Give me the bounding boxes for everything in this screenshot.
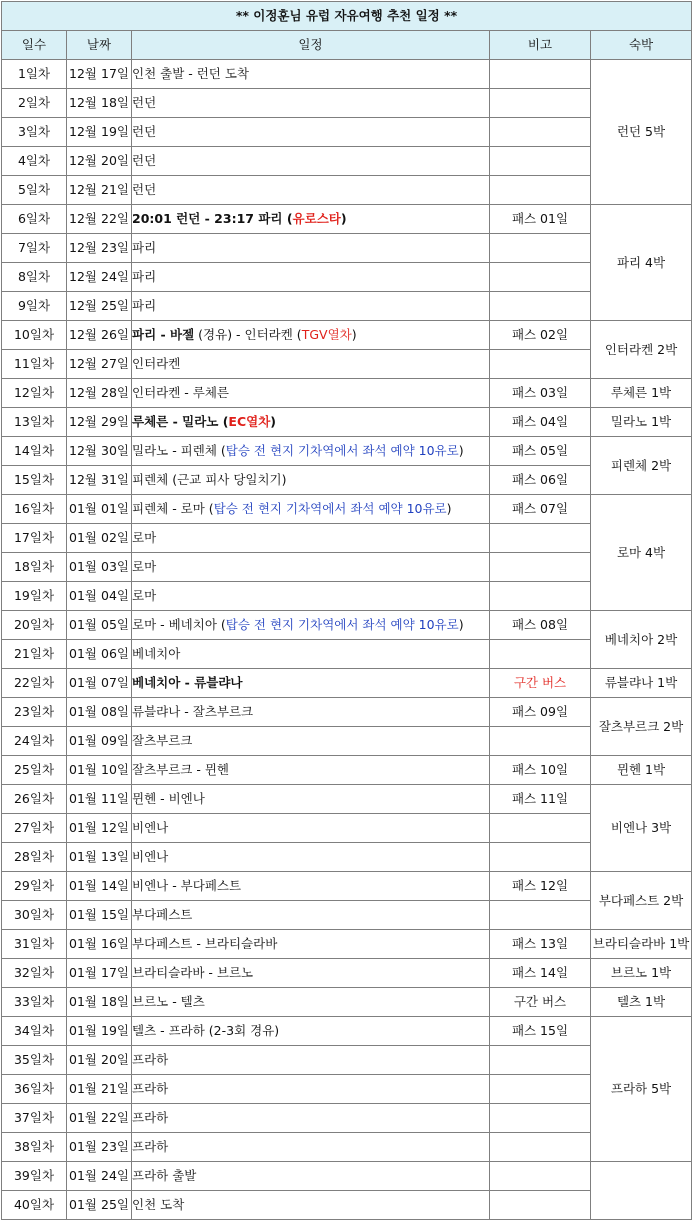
- plan-text: 20:01 런던 - 23:17 파리 (: [132, 211, 293, 226]
- note-cell: 패스 03일: [490, 379, 591, 408]
- note-cell: [490, 553, 591, 582]
- table-row: [2, 785, 692, 814]
- note-cell: [490, 524, 591, 553]
- plan-cell: [132, 176, 490, 205]
- table-row: [2, 611, 692, 640]
- table-row: [2, 1133, 692, 1162]
- plan-text: 부다페스트 - 브라티슬라바: [132, 936, 278, 951]
- day-cell: 11일차: [2, 350, 67, 379]
- date-cell: 12월 20일: [67, 147, 132, 176]
- date-cell: 12월 21일: [67, 176, 132, 205]
- plan-cell: [132, 89, 490, 118]
- day-cell: 33일차: [2, 988, 67, 1017]
- plan-cell: [132, 321, 490, 350]
- plan-cell: [132, 437, 490, 466]
- header-date: 날짜: [67, 31, 132, 60]
- table-row: [2, 1075, 692, 1104]
- day-cell: 27일차: [2, 814, 67, 843]
- date-cell: 01월 22일: [67, 1104, 132, 1133]
- plan-text: 프라하: [132, 1139, 169, 1154]
- plan-text: 부다페스트: [132, 907, 193, 922]
- note-cell: 패스 11일: [490, 785, 591, 814]
- date-cell: 01월 24일: [67, 1162, 132, 1191]
- date-cell: 01월 07일: [67, 669, 132, 698]
- plan-text: 로마: [132, 588, 157, 603]
- plan-cell: [132, 1104, 490, 1133]
- date-cell: 01월 13일: [67, 843, 132, 872]
- plan-cell: [132, 814, 490, 843]
- day-cell: 20일차: [2, 611, 67, 640]
- day-cell: 35일차: [2, 1046, 67, 1075]
- plan-text: 류블랴나 - 잘츠부르크: [132, 704, 254, 719]
- day-cell: 8일차: [2, 263, 67, 292]
- plan-text: 탑승 전 현지 기차역에서 좌석 예약 10유로: [225, 443, 459, 458]
- table-row: [2, 524, 692, 553]
- plan-text: 비엔나 - 부다페스트: [132, 878, 242, 893]
- plan-cell: [132, 1046, 490, 1075]
- date-cell: 01월 12일: [67, 814, 132, 843]
- date-cell: 12월 29일: [67, 408, 132, 437]
- stay-cell: 밀라노 1박: [591, 408, 692, 437]
- stay-cell: 뮌헨 1박: [591, 756, 692, 785]
- plan-cell: [132, 1017, 490, 1046]
- date-cell: 01월 25일: [67, 1191, 132, 1220]
- table-row: [2, 1017, 692, 1046]
- day-cell: 14일차: [2, 437, 67, 466]
- table-row: [2, 553, 692, 582]
- note-cell: [490, 147, 591, 176]
- note-cell: [490, 176, 591, 205]
- plan-text: 로마: [132, 530, 157, 545]
- date-cell: 12월 25일: [67, 292, 132, 321]
- plan-cell: [132, 930, 490, 959]
- plan-text: ): [351, 327, 357, 342]
- table-row: [2, 959, 692, 988]
- plan-text: (경유) - 인터라켄 (: [194, 327, 302, 342]
- plan-text: 런던: [132, 95, 157, 110]
- table-title: ** 이정훈님 유럽 자유여행 추천 일정 **: [2, 2, 692, 31]
- table-row: [2, 930, 692, 959]
- plan-text: 잘츠부르크: [132, 733, 193, 748]
- table-row: [2, 408, 692, 437]
- plan-text: 브라티슬라바 - 브르노: [132, 965, 254, 980]
- plan-text: ): [340, 211, 347, 226]
- day-cell: 4일차: [2, 147, 67, 176]
- plan-text: 브르노 - 텔츠: [132, 994, 205, 1009]
- plan-text: 로마 - 베네치아 (: [132, 617, 226, 632]
- table-row: [2, 988, 692, 1017]
- note-cell: [490, 350, 591, 379]
- note-cell: 패스 09일: [490, 698, 591, 727]
- day-cell: 15일차: [2, 466, 67, 495]
- date-cell: 12월 27일: [67, 350, 132, 379]
- header-day: 일수: [2, 31, 67, 60]
- table-row: [2, 1046, 692, 1075]
- note-cell: 패스 12일: [490, 872, 591, 901]
- day-cell: 29일차: [2, 872, 67, 901]
- day-cell: 13일차: [2, 408, 67, 437]
- plan-text: ): [270, 414, 277, 429]
- stay-cell: 파리 4박: [591, 205, 692, 321]
- plan-text: 파리: [132, 240, 157, 255]
- note-cell: [490, 1162, 591, 1191]
- plan-text: 비엔나: [132, 849, 169, 864]
- plan-text: 런던: [132, 124, 157, 139]
- date-cell: 01월 03일: [67, 553, 132, 582]
- date-cell: 01월 17일: [67, 959, 132, 988]
- table-row: [2, 350, 692, 379]
- day-cell: 21일차: [2, 640, 67, 669]
- plan-cell: [132, 959, 490, 988]
- stay-cell: 런던 5박: [591, 60, 692, 205]
- stay-cell: 피렌체 2박: [591, 437, 692, 495]
- day-cell: 24일차: [2, 727, 67, 756]
- table-row: [2, 727, 692, 756]
- day-cell: 32일차: [2, 959, 67, 988]
- date-cell: 01월 08일: [67, 698, 132, 727]
- plan-cell: [132, 553, 490, 582]
- plan-text: 탑승 전 현지 기차역에서 좌석 예약 10유로: [213, 501, 447, 516]
- table-row: [2, 118, 692, 147]
- stay-cell: [591, 1162, 692, 1220]
- date-cell: 12월 24일: [67, 263, 132, 292]
- note-cell: 패스 10일: [490, 756, 591, 785]
- date-cell: 01월 05일: [67, 611, 132, 640]
- plan-cell: [132, 843, 490, 872]
- plan-text: 베네치아: [132, 646, 181, 661]
- table-row: [2, 901, 692, 930]
- note-cell: 패스 04일: [490, 408, 591, 437]
- note-cell: [490, 901, 591, 930]
- plan-cell: [132, 292, 490, 321]
- plan-text: 인천 출발 - 런던 도착: [132, 66, 250, 81]
- note-cell: [490, 1075, 591, 1104]
- note-cell: 패스 13일: [490, 930, 591, 959]
- plan-text: 피렌체 - 로마 (: [132, 501, 214, 516]
- day-cell: 40일차: [2, 1191, 67, 1220]
- plan-cell: [132, 379, 490, 408]
- plan-text: 로마: [132, 559, 157, 574]
- plan-text: 인터라켄 - 루체른: [132, 385, 229, 400]
- stay-cell: 인터라켄 2박: [591, 321, 692, 379]
- note-cell: 패스 02일: [490, 321, 591, 350]
- header-stay: 숙박: [591, 31, 692, 60]
- plan-text: 피렌체 (근교 피사 당일치기): [132, 472, 287, 487]
- stay-cell: 류블랴나 1박: [591, 669, 692, 698]
- itinerary-table: [1, 1, 692, 1220]
- date-cell: 01월 19일: [67, 1017, 132, 1046]
- table-row: [2, 437, 692, 466]
- day-cell: 5일차: [2, 176, 67, 205]
- table-row: [2, 466, 692, 495]
- day-cell: 37일차: [2, 1104, 67, 1133]
- plan-text: 잘츠부르크 - 뮌헨: [132, 762, 229, 777]
- stay-cell: 루체른 1박: [591, 379, 692, 408]
- day-cell: 19일차: [2, 582, 67, 611]
- table-row: [2, 176, 692, 205]
- note-cell: [490, 263, 591, 292]
- note-cell: [490, 1104, 591, 1133]
- plan-cell: [132, 1191, 490, 1220]
- plan-text: 파리 - 바젤: [132, 327, 195, 342]
- table-row: [2, 698, 692, 727]
- plan-text: 비엔나: [132, 820, 169, 835]
- plan-text: TGV열차: [301, 327, 352, 342]
- plan-cell: [132, 785, 490, 814]
- plan-text: 파리: [132, 269, 157, 284]
- plan-text: ): [446, 501, 452, 516]
- note-cell: [490, 727, 591, 756]
- date-cell: 01월 18일: [67, 988, 132, 1017]
- day-cell: 2일차: [2, 89, 67, 118]
- note-cell: [490, 814, 591, 843]
- plan-cell: [132, 611, 490, 640]
- day-cell: 34일차: [2, 1017, 67, 1046]
- day-cell: 31일차: [2, 930, 67, 959]
- table-row: [2, 640, 692, 669]
- note-cell: [490, 843, 591, 872]
- plan-text: 인터라켄: [132, 356, 181, 371]
- plan-text: 프라하: [132, 1052, 169, 1067]
- plan-text: ): [458, 617, 464, 632]
- note-cell: [490, 234, 591, 263]
- plan-cell: [132, 727, 490, 756]
- note-cell: 패스 14일: [490, 959, 591, 988]
- day-cell: 18일차: [2, 553, 67, 582]
- table-row: [2, 292, 692, 321]
- plan-cell: [132, 1162, 490, 1191]
- plan-text: 프라하: [132, 1081, 169, 1096]
- day-cell: 38일차: [2, 1133, 67, 1162]
- date-cell: 12월 22일: [67, 205, 132, 234]
- table-row: [2, 1191, 692, 1220]
- plan-cell: [132, 350, 490, 379]
- date-cell: 01월 14일: [67, 872, 132, 901]
- date-cell: 01월 10일: [67, 756, 132, 785]
- note-cell: [490, 582, 591, 611]
- plan-text: 프라하: [132, 1110, 169, 1125]
- plan-text: 베네치아 - 류블랴나: [132, 675, 243, 690]
- plan-cell: [132, 1075, 490, 1104]
- day-cell: 25일차: [2, 756, 67, 785]
- plan-cell: [132, 756, 490, 785]
- day-cell: 12일차: [2, 379, 67, 408]
- plan-cell: [132, 524, 490, 553]
- plan-text: 텔츠 - 프라하 (2-3회 경유): [132, 1023, 280, 1038]
- table-row: [2, 495, 692, 524]
- note-cell: [490, 118, 591, 147]
- stay-cell: 브르노 1박: [591, 959, 692, 988]
- stay-cell: 로마 4박: [591, 495, 692, 611]
- plan-cell: [132, 147, 490, 176]
- date-cell: 12월 28일: [67, 379, 132, 408]
- date-cell: 01월 15일: [67, 901, 132, 930]
- plan-text: 런던: [132, 182, 157, 197]
- plan-text: 런던: [132, 153, 157, 168]
- table-row: [2, 756, 692, 785]
- note-cell: [490, 640, 591, 669]
- date-cell: 12월 23일: [67, 234, 132, 263]
- date-cell: 01월 02일: [67, 524, 132, 553]
- plan-cell: [132, 205, 490, 234]
- stay-cell: 텔츠 1박: [591, 988, 692, 1017]
- plan-cell: [132, 495, 490, 524]
- plan-cell: [132, 988, 490, 1017]
- day-cell: 28일차: [2, 843, 67, 872]
- table-row: [2, 872, 692, 901]
- plan-cell: [132, 582, 490, 611]
- date-cell: 12월 31일: [67, 466, 132, 495]
- table-row: [2, 60, 692, 89]
- date-cell: 12월 18일: [67, 89, 132, 118]
- day-cell: 1일차: [2, 60, 67, 89]
- table-row: [2, 1104, 692, 1133]
- date-cell: 12월 17일: [67, 60, 132, 89]
- table-row: [2, 147, 692, 176]
- date-cell: 01월 21일: [67, 1075, 132, 1104]
- note-cell: 구간 버스: [490, 988, 591, 1017]
- day-cell: 36일차: [2, 1075, 67, 1104]
- plan-cell: [132, 60, 490, 89]
- table-row: [2, 582, 692, 611]
- date-cell: 01월 06일: [67, 640, 132, 669]
- date-cell: 01월 04일: [67, 582, 132, 611]
- table-row: [2, 89, 692, 118]
- date-cell: 12월 19일: [67, 118, 132, 147]
- note-cell: [490, 89, 591, 118]
- plan-cell: [132, 640, 490, 669]
- note-cell: 패스 07일: [490, 495, 591, 524]
- note-cell: 패스 15일: [490, 1017, 591, 1046]
- table-row: [2, 843, 692, 872]
- plan-cell: [132, 1133, 490, 1162]
- plan-cell: [132, 263, 490, 292]
- date-cell: 01월 16일: [67, 930, 132, 959]
- stay-cell: 비엔나 3박: [591, 785, 692, 872]
- plan-text: 루체른 - 밀라노 (: [132, 414, 229, 429]
- plan-cell: [132, 118, 490, 147]
- date-cell: 12월 26일: [67, 321, 132, 350]
- date-cell: 01월 09일: [67, 727, 132, 756]
- day-cell: 26일차: [2, 785, 67, 814]
- day-cell: 10일차: [2, 321, 67, 350]
- itinerary-body: [2, 60, 692, 1220]
- plan-text: 인천 도착: [132, 1197, 185, 1212]
- date-cell: 01월 01일: [67, 495, 132, 524]
- plan-cell: [132, 466, 490, 495]
- note-cell: [490, 1133, 591, 1162]
- plan-text: 뮌헨 - 비엔나: [132, 791, 205, 806]
- note-cell: 패스 05일: [490, 437, 591, 466]
- day-cell: 17일차: [2, 524, 67, 553]
- header-row: [2, 31, 692, 60]
- day-cell: 23일차: [2, 698, 67, 727]
- note-cell: 패스 06일: [490, 466, 591, 495]
- date-cell: 12월 30일: [67, 437, 132, 466]
- table-row: [2, 205, 692, 234]
- note-cell: [490, 1191, 591, 1220]
- table-row: [2, 814, 692, 843]
- day-cell: 9일차: [2, 292, 67, 321]
- table-row: [2, 263, 692, 292]
- date-cell: 01월 11일: [67, 785, 132, 814]
- table-row: [2, 669, 692, 698]
- note-cell: 패스 01일: [490, 205, 591, 234]
- plan-cell: [132, 408, 490, 437]
- plan-text: 프라하 출발: [132, 1168, 197, 1183]
- day-cell: 7일차: [2, 234, 67, 263]
- plan-text: 탑승 전 현지 기차역에서 좌석 예약 10유로: [225, 617, 459, 632]
- date-cell: 01월 23일: [67, 1133, 132, 1162]
- day-cell: 30일차: [2, 901, 67, 930]
- stay-cell: 베네치아 2박: [591, 611, 692, 669]
- stay-cell: 부다페스트 2박: [591, 872, 692, 930]
- stay-cell: 브라티슬라바 1박: [591, 930, 692, 959]
- day-cell: 3일차: [2, 118, 67, 147]
- date-cell: 01월 20일: [67, 1046, 132, 1075]
- day-cell: 39일차: [2, 1162, 67, 1191]
- note-cell: 패스 08일: [490, 611, 591, 640]
- table-row: [2, 234, 692, 263]
- note-cell: [490, 292, 591, 321]
- table-row: [2, 379, 692, 408]
- plan-text: EC열차: [228, 414, 271, 429]
- day-cell: 22일차: [2, 669, 67, 698]
- plan-text: 유로스타: [292, 211, 341, 226]
- table-row: [2, 1162, 692, 1191]
- plan-cell: [132, 872, 490, 901]
- day-cell: 6일차: [2, 205, 67, 234]
- note-cell: 구간 버스: [490, 669, 591, 698]
- header-note: 비고: [490, 31, 591, 60]
- plan-text: ): [458, 443, 464, 458]
- note-cell: [490, 60, 591, 89]
- day-cell: 16일차: [2, 495, 67, 524]
- table-row: [2, 321, 692, 350]
- stay-cell: 잘츠부르크 2박: [591, 698, 692, 756]
- note-cell: [490, 1046, 591, 1075]
- plan-cell: [132, 901, 490, 930]
- plan-text: 밀라노 - 피렌체 (: [132, 443, 226, 458]
- plan-cell: [132, 234, 490, 263]
- plan-cell: [132, 669, 490, 698]
- plan-cell: [132, 698, 490, 727]
- header-plan: 일정: [132, 31, 490, 60]
- stay-cell: 프라하 5박: [591, 1017, 692, 1162]
- plan-text: 파리: [132, 298, 157, 313]
